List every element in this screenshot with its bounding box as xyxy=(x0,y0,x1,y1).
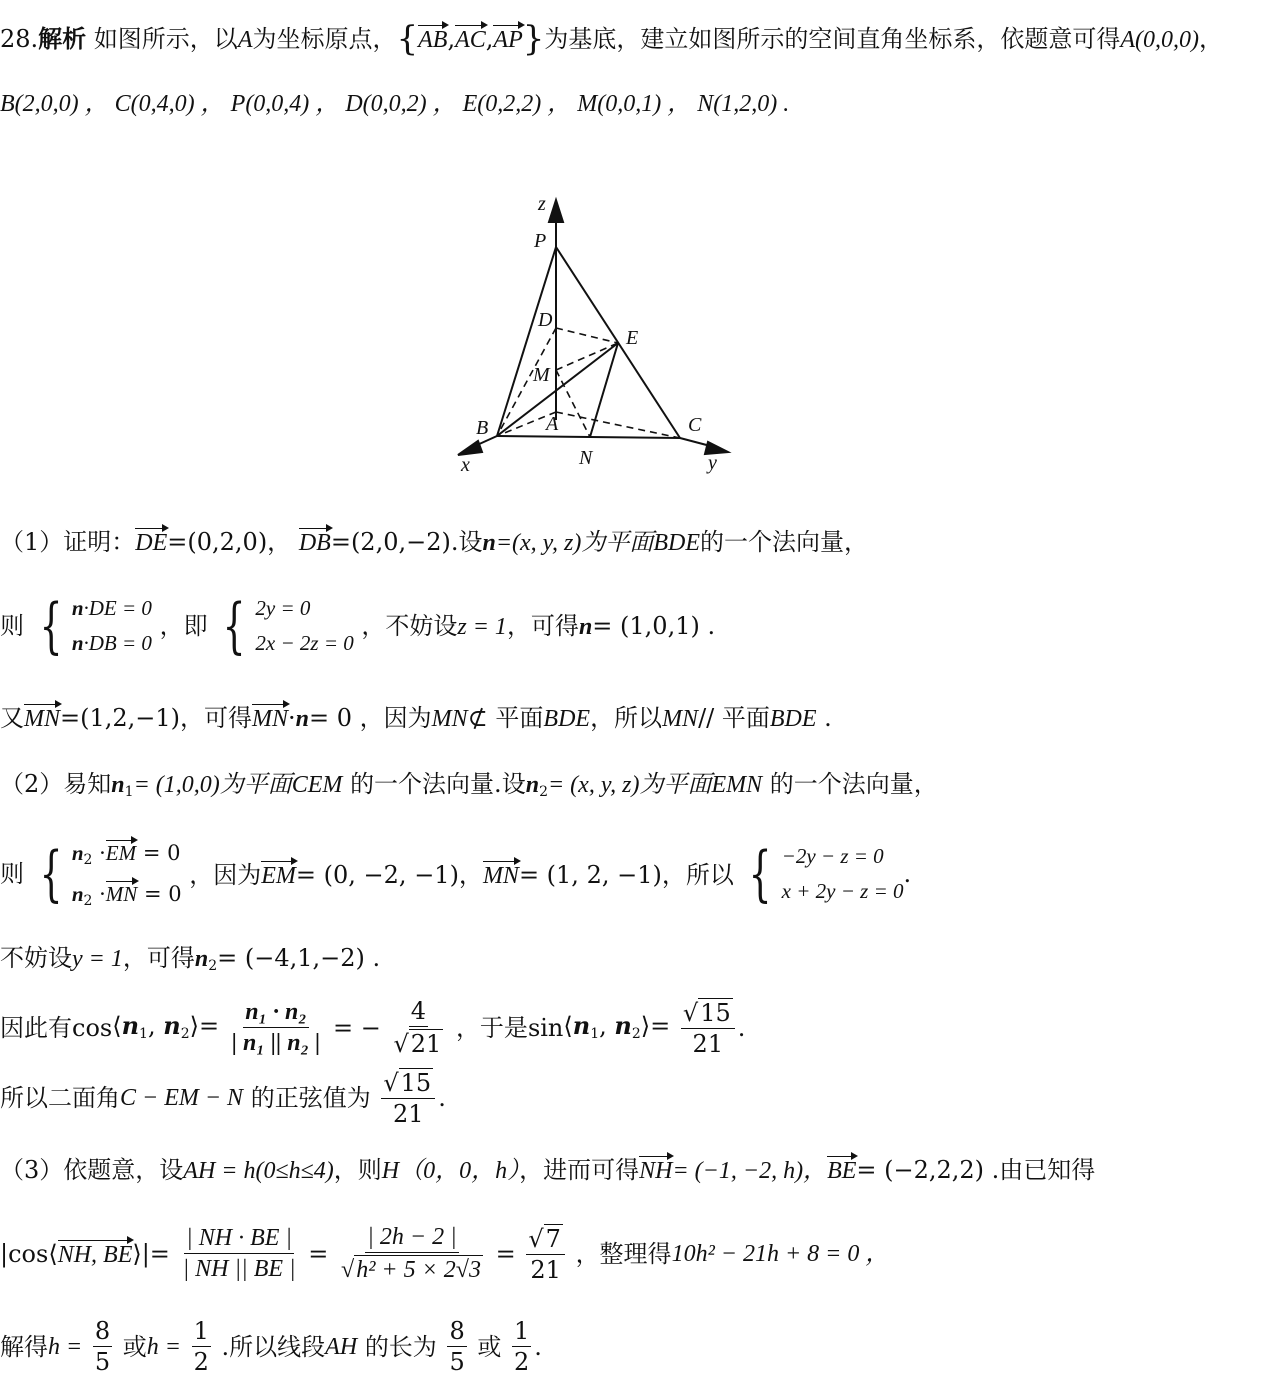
system-brace: { xyxy=(749,839,773,909)
sin-fn: sin xyxy=(527,1013,564,1042)
text: = − xyxy=(332,1013,381,1042)
edge-bc xyxy=(497,436,680,438)
label-e: E xyxy=(626,327,639,349)
part2-line-3 xyxy=(0,946,380,973)
fraction-numerator: | 2h − 2 | xyxy=(365,1224,458,1253)
quadratic: 10h² − 21h + 8 = 0 ， xyxy=(671,1240,890,1267)
fraction xyxy=(93,1318,112,1376)
normal-vector: n xyxy=(111,772,125,798)
fraction-numerator: | NH · BE | xyxy=(184,1225,294,1254)
subscript: 2 xyxy=(539,784,548,800)
text: . xyxy=(824,704,832,732)
basis-vector: AB xyxy=(418,27,448,53)
plane-name: EMN xyxy=(711,772,763,798)
vector-pair: NH, BE xyxy=(57,1242,133,1269)
part3-line-1 xyxy=(0,1156,1095,1183)
point-coordinate: A(0,0,0) xyxy=(1120,27,1200,53)
text: 或 xyxy=(477,1332,502,1361)
basis-vector: AP xyxy=(493,27,523,53)
point-coordinate: N(1,2,0) xyxy=(697,91,778,117)
part1-line-3 xyxy=(0,704,832,731)
text: 的一个法向量， xyxy=(769,770,938,798)
text: ，则 xyxy=(333,1156,382,1184)
dihedral-angle: C − EM − N xyxy=(120,1084,244,1111)
fraction-denominator: √h² + 5 × 2√3 xyxy=(341,1257,481,1284)
segment-mn: MN xyxy=(662,706,699,732)
intro-line-2: B(2,0,0) ， C(0,4,0) ， P(0,0,4) ， D(0,0,2) ， E(0,2,2) ， M(0,0,1) ， N(1,2,0) . xyxy=(0,91,790,117)
text: 因此有 xyxy=(0,1013,72,1042)
part3-label: （3）依题意，设 xyxy=(0,1156,184,1184)
vector-value: = (−2,2,2) .由已知得 xyxy=(856,1156,1096,1184)
fraction-numerator: 8 xyxy=(93,1318,112,1347)
system-row: −2y − z = 0 xyxy=(781,844,884,868)
vector-mn: MN xyxy=(24,706,60,732)
text: ，因为 xyxy=(189,860,262,889)
abs-open: | xyxy=(0,1239,9,1268)
fraction xyxy=(192,1318,211,1376)
fraction xyxy=(391,998,445,1058)
part2-label: （2）易知 xyxy=(0,770,112,798)
vector-mn: MN xyxy=(252,706,289,732)
point-coordinate: D(0,0,2) xyxy=(345,91,427,117)
point-coordinate: B(2,0,0) xyxy=(0,91,79,117)
fraction-numerator: 1 xyxy=(192,1318,211,1347)
fraction-denominator: | n₁ || n₂ | xyxy=(231,1030,321,1057)
segment-mn: MN xyxy=(431,706,468,732)
fraction-denominator: √21 xyxy=(393,1030,442,1059)
h-eq: h = xyxy=(146,1333,181,1360)
text: ，所以 xyxy=(590,704,663,732)
edge-ac xyxy=(556,412,680,438)
vector-mn: MN xyxy=(482,862,519,889)
part2-line-1 xyxy=(0,772,938,799)
vector-value: =(1,2,−1)，可得 xyxy=(60,704,253,732)
label-c: C xyxy=(688,414,702,436)
fraction xyxy=(181,1225,298,1283)
vector-db: DB xyxy=(298,530,331,556)
fraction xyxy=(512,1318,531,1376)
vector-value: = (1, 2, −1)，所以 xyxy=(518,860,734,889)
fraction xyxy=(381,1068,435,1128)
fraction-denominator: 2 xyxy=(514,1348,530,1377)
x-axis-arrow xyxy=(458,441,482,455)
text: 又 xyxy=(0,704,24,732)
segment-ah: AH xyxy=(325,1333,358,1360)
text: .所以线段 xyxy=(221,1332,326,1361)
text: 的一个法向量.设 xyxy=(350,770,526,798)
cos-fn: cos xyxy=(72,1013,113,1042)
vector-nh: NH xyxy=(639,1158,673,1184)
system-row: n·DB = 0 xyxy=(71,631,152,655)
edge-de xyxy=(556,328,618,343)
part2-line-4: 因此有$\cos⟨n_1$, $n_2⟩=$ $\frac{\text{n₁ · n₂}}{\text{| n₁ || n₂ |}}$ = − $\frac{4}{√21}$ ，于是$\sin⟨n_1$, $n_2⟩=$ $\frac{√15}{21}$ . xyxy=(0,997,746,1059)
part2-line-5: 所以二面角C − EM − N 的正弦值为 $\frac{√15}{21}$ . xyxy=(0,1069,446,1129)
h-eq: h = xyxy=(48,1333,83,1360)
label-x: x xyxy=(461,454,470,476)
vector-value: =(0,2,0)， xyxy=(167,528,292,556)
fraction xyxy=(681,998,735,1058)
fraction-denominator: 5 xyxy=(449,1348,465,1377)
text: 的长为 xyxy=(364,1332,437,1361)
basis-close-brace: } xyxy=(522,19,545,59)
fraction-numerator: 8 xyxy=(447,1318,466,1347)
subscript: 2 xyxy=(208,958,218,974)
text: . xyxy=(903,860,912,888)
text: 则 xyxy=(0,860,24,888)
text: ，进而可得 xyxy=(519,1156,640,1184)
text: ⊄ 平面 xyxy=(467,704,544,732)
system-row: n·DE = 0 xyxy=(71,596,152,620)
fraction-denominator: | NH || BE | xyxy=(182,1256,296,1283)
intro-line-1: 28.解析 如图所示，以A为坐标原点，{AB,AC,AP}为基底，建立如图所示的空间直角坐标系，依题意可得A(0,0,0)， xyxy=(0,19,1224,59)
label-n: N xyxy=(579,447,593,469)
fraction-numerator: n₁ · n₂ xyxy=(243,999,308,1028)
system-row: $n_2 \cdot EM = 0$ xyxy=(71,841,181,868)
normal-vector: n xyxy=(482,530,496,556)
equation-system xyxy=(32,591,152,661)
text: 的一个法向量， xyxy=(699,528,868,556)
text: // 平面 xyxy=(698,704,770,732)
normal-vector: n xyxy=(194,946,209,972)
system-row: x + 2y − z = 0 xyxy=(781,879,904,903)
text: = 0 ，因为 xyxy=(309,704,432,732)
edge-pb xyxy=(497,247,556,436)
system-brace: { xyxy=(222,591,246,661)
system-brace: { xyxy=(39,591,63,661)
edge-en xyxy=(590,343,618,437)
origin-label: A xyxy=(237,27,253,53)
vector-be: BE xyxy=(827,1158,857,1184)
edge-mn xyxy=(556,370,590,437)
normal-def: =(x, y, z)为平面 xyxy=(495,530,654,556)
vector-value: = (0, −2, −1)， xyxy=(295,860,483,889)
text: ，整理得 xyxy=(575,1239,672,1268)
normal-def: = (x, y, z)为平面 xyxy=(547,772,712,798)
part1-line-2 xyxy=(0,591,716,661)
normal-vector: n xyxy=(525,772,540,798)
z-axis-arrow xyxy=(549,200,563,222)
plane-name: BDE xyxy=(543,706,591,732)
problem-heading: 解析 xyxy=(38,24,87,53)
point-coordinate: P(0,0,4) xyxy=(230,91,310,117)
label-z: z xyxy=(538,193,546,215)
problem-number: 28. xyxy=(0,25,39,53)
assumption: z = 1 xyxy=(457,613,507,640)
angle-bracket: $⟨n_1$, $n_2⟩=$ xyxy=(112,1011,220,1043)
system-row: 2y = 0 xyxy=(255,596,311,620)
system-row: 2x − 2z = 0 xyxy=(255,631,354,655)
fraction xyxy=(526,1224,565,1284)
plane-name: BDE xyxy=(653,530,700,556)
intro-text: 为基底，建立如图所示的空间直角坐标系，依题意可得 xyxy=(544,25,1121,53)
point-coordinate: H（0，0，h） xyxy=(381,1158,520,1184)
normal-value: = (−4,1,−2) . xyxy=(217,944,381,972)
label-a: A xyxy=(546,413,559,435)
part3-line-3: 解得h = $\frac{8}{5}$ 或h = $\frac{1}{2}$ .所以线段AH 的长为 $\frac{8}{5}$ 或 $\frac{1}{2}$ . xyxy=(0,1317,542,1377)
basis-open-brace: { xyxy=(396,19,419,59)
fraction-denominator: 21 xyxy=(392,1100,424,1129)
point-coordinate: C(0,4,0) xyxy=(114,91,195,117)
equation-system xyxy=(215,591,354,661)
text: ，不妨设 xyxy=(361,611,458,640)
subscript: 1 xyxy=(124,784,134,800)
text: 的正弦值为 xyxy=(250,1083,371,1112)
fraction-numerator: √15 xyxy=(681,998,735,1029)
text: 则 xyxy=(0,612,24,640)
normal-vector: n xyxy=(295,706,310,732)
normal-value: = (1,0,0)为平面 xyxy=(133,772,292,798)
part2-line-2 xyxy=(0,840,911,908)
assumption: y = 1 xyxy=(72,946,123,972)
intro-text: 如图所示，以 xyxy=(93,25,238,53)
normal-value: = (1,0,1) . xyxy=(592,611,716,640)
vector-value: =(2,0,−2).设 xyxy=(330,528,483,556)
fraction-numerator: 4 xyxy=(409,998,428,1027)
fraction-denominator: 21 xyxy=(692,1030,724,1059)
text: ，可得 xyxy=(122,944,195,972)
fraction xyxy=(447,1318,466,1376)
equation-system xyxy=(741,839,904,909)
comma: ， xyxy=(1199,25,1224,53)
text: ，即 xyxy=(159,612,208,640)
plane-name: BDE xyxy=(769,706,817,732)
fraction-denominator: 5 xyxy=(94,1348,111,1377)
basis-vector: AC xyxy=(455,27,486,53)
text: · xyxy=(288,704,296,732)
vector-em: EM xyxy=(261,862,296,889)
label-m: M xyxy=(533,364,550,386)
system-brace: { xyxy=(39,839,63,909)
cos-fn: cos xyxy=(8,1239,49,1268)
text: 或 xyxy=(122,1332,147,1361)
label-p: P xyxy=(534,230,547,252)
fraction-numerator: 1 xyxy=(512,1318,531,1347)
text: ，于是 xyxy=(455,1013,528,1042)
fraction-denominator: 21 xyxy=(530,1256,561,1285)
system-row: $n_2 \cdot MN = 0$ xyxy=(71,882,182,909)
text: 解得 xyxy=(0,1332,48,1361)
equation-system xyxy=(32,840,182,908)
point-coordinate: M(0,0,1) xyxy=(577,91,662,117)
text: 所以二面角 xyxy=(0,1083,120,1112)
vector-value: = (−1, −2, h)， xyxy=(672,1158,828,1184)
label-d: D xyxy=(538,309,553,331)
point-coordinate: E(0,2,2) xyxy=(462,91,542,117)
fraction-numerator: √15 xyxy=(381,1068,435,1099)
label-b: B xyxy=(476,417,489,439)
angle-bracket: $⟨n_1$, $n_2⟩=$ xyxy=(563,1011,671,1043)
fraction xyxy=(339,1224,485,1284)
assumption: AH = h(0≤h≤4) xyxy=(183,1158,334,1184)
part1-line-1 xyxy=(0,528,868,555)
text: ，可得 xyxy=(506,611,579,640)
plane-name: CEM xyxy=(291,772,343,798)
fraction-denominator: 2 xyxy=(193,1348,209,1377)
label-y: y xyxy=(708,452,717,474)
fraction-numerator: √7 xyxy=(526,1224,565,1255)
vector-de: DE xyxy=(135,530,168,556)
normal-vector: n xyxy=(578,613,593,640)
text: 不妨设 xyxy=(0,944,72,972)
fraction xyxy=(230,999,323,1057)
intro-text: 为坐标原点， xyxy=(252,25,397,53)
part1-label: （1）证明： xyxy=(0,528,136,556)
part3-line-2: |cos⟨NH, BE⟩|= $\frac{| NH \cdot BE |}{| NH || BE |}$ = $\frac{| 2h - 2 |}{\text{√h² + 5 × 2√3}}$ = $\frac{√7}{21}$ ，整理得10h² − 21h + 8 = 0 ， xyxy=(0,1224,890,1285)
